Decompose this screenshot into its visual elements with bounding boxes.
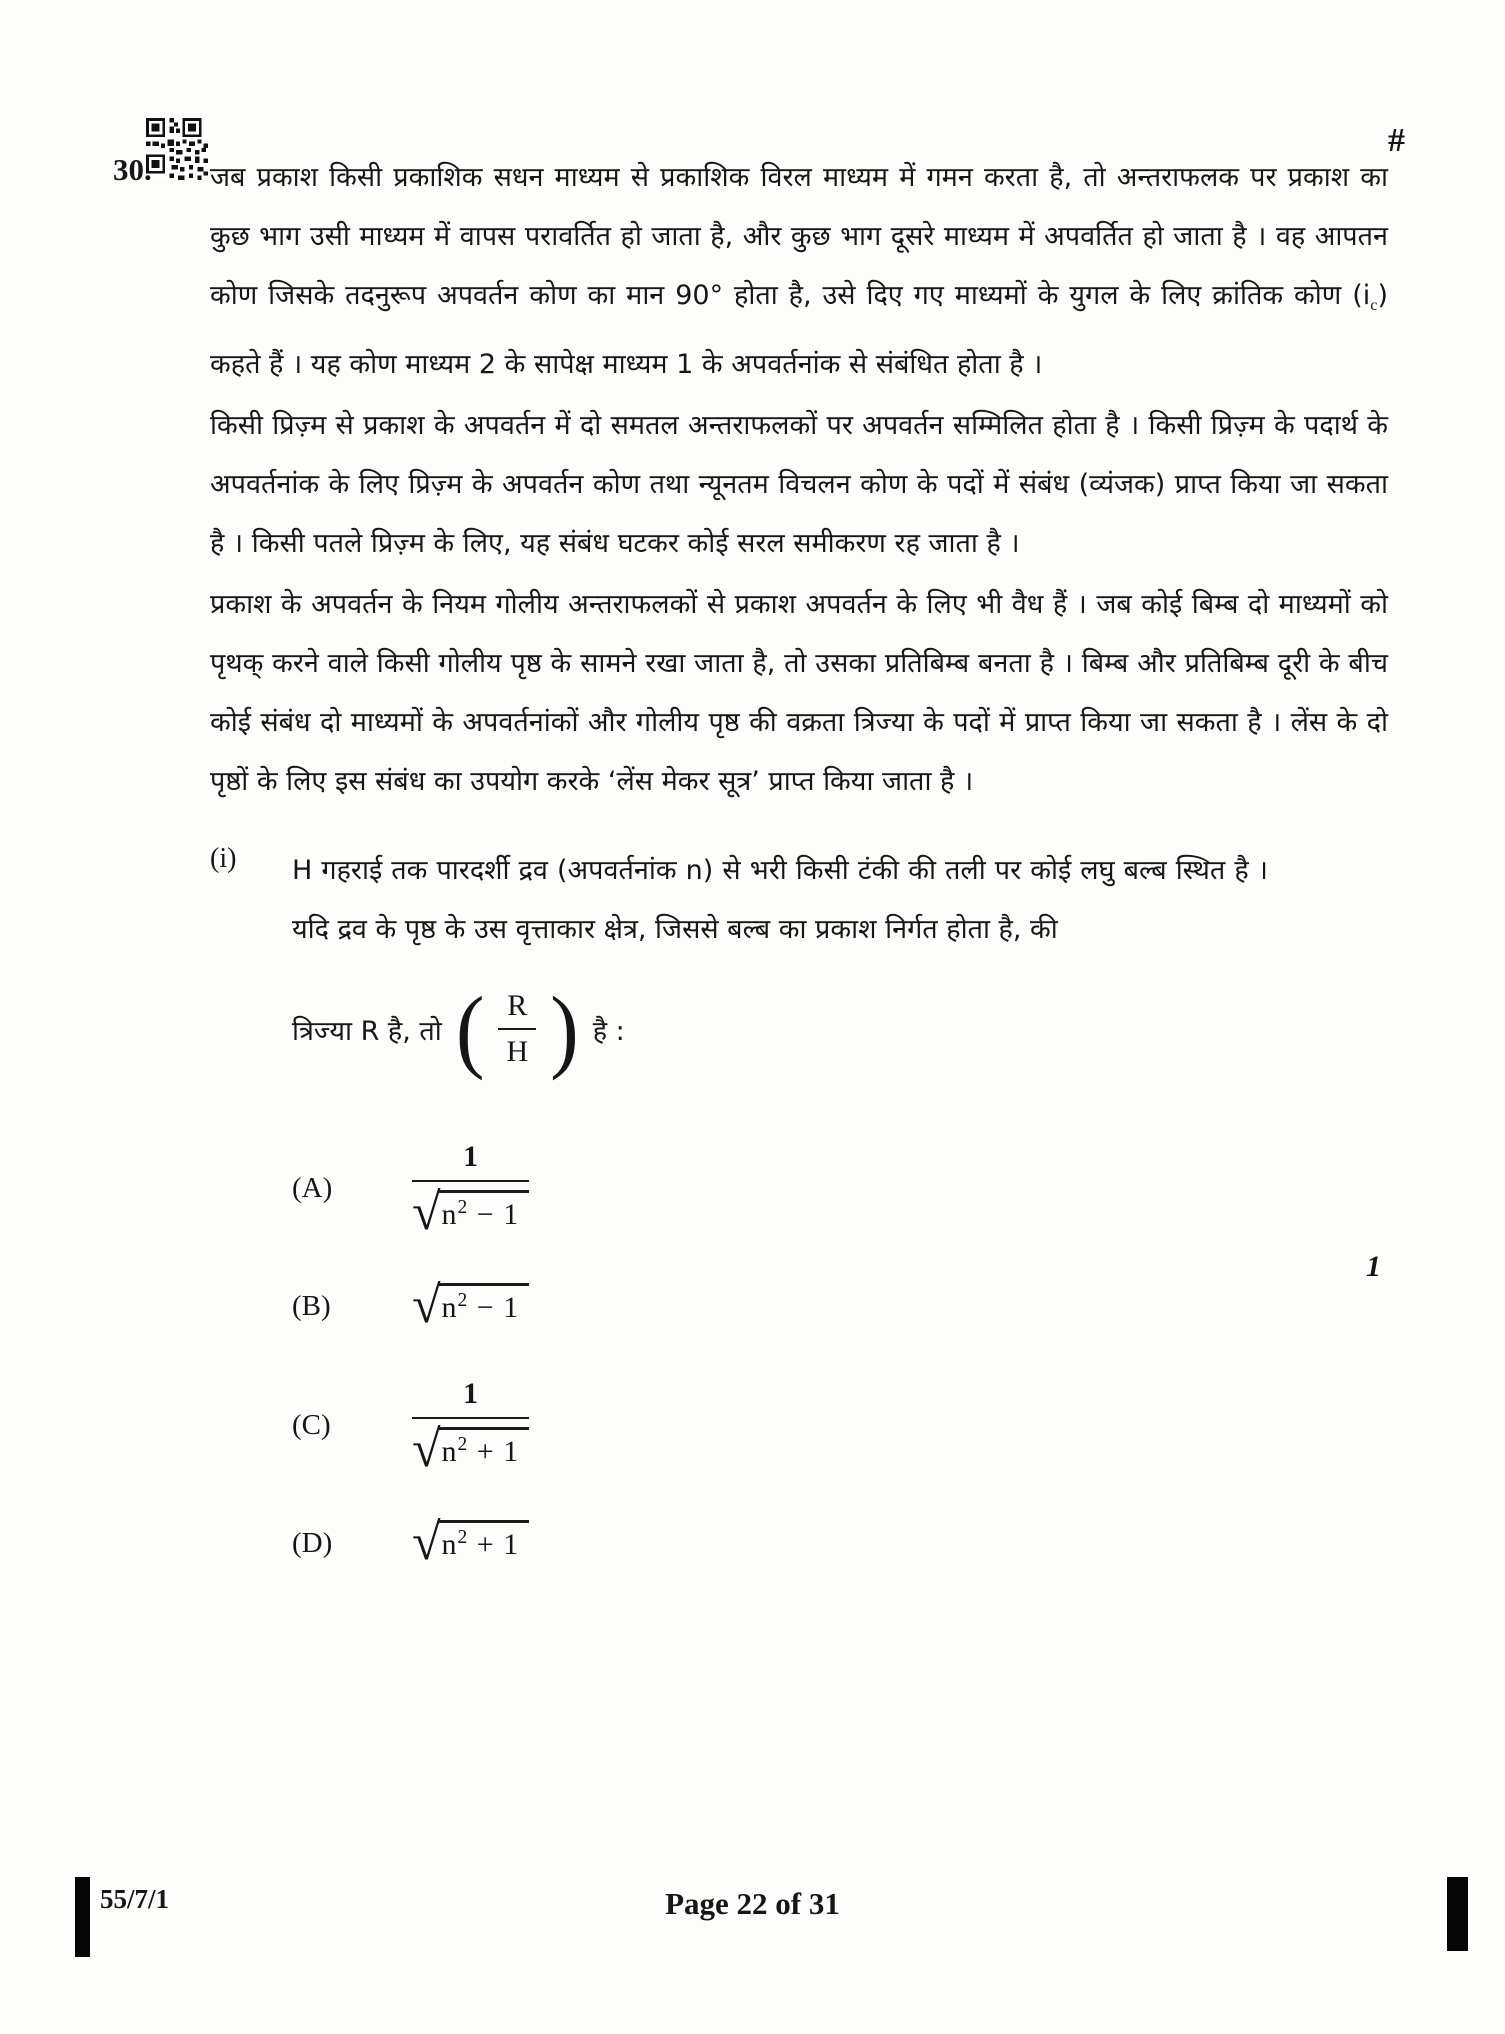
option-a-label: (A) (292, 1171, 333, 1204)
option-c (292, 1360, 1268, 1490)
formula-line-post: है : (592, 1015, 625, 1047)
fraction-denominator: H (498, 1028, 536, 1070)
option-c-formula (412, 1376, 529, 1478)
question-paragraph-1 (210, 148, 1388, 394)
fraction-r-over-h (498, 989, 536, 1070)
square-root (412, 1420, 529, 1478)
option-a (292, 1123, 1268, 1253)
marks-badge: 1 (1366, 1250, 1381, 1283)
option-b-formula (412, 1277, 529, 1334)
fraction-numerator: R (507, 988, 528, 1022)
radicand: $n^2 - 1$ (438, 1190, 530, 1232)
hash-symbol: # (1388, 122, 1405, 159)
option-d-formula (412, 1514, 529, 1571)
radicand: $n^2 + 1$ (438, 1427, 530, 1469)
question-block (113, 148, 1388, 1597)
radical-sign: √ (412, 1183, 441, 1241)
question-paragraph-2: किसी प्रिज़्म से प्रकाश के अपवर्तन में दो समतल अन्तराफलकों पर अपवर्तन सम्मिलित होता है । किसी प्रिज़्म के पदार्थ के अपवर्तनांक के लिए प्रिज़्म के अपवर्तन कोण तथा न्यूनतम विचलन कोण के पदों में संबंध (व्यंजक) प्राप्त किया जा सकता है । किसी पतले प्रिज़्म के लिए, यह संबंध घटकर कोई सरल समीकरण रह जाता है । (210, 410, 1388, 559)
option-b-label: (B) (292, 1290, 331, 1322)
close-paren: ) (550, 977, 579, 1081)
numerator: 1 (463, 1376, 479, 1410)
sub-question-label: (i) (210, 843, 237, 874)
question-number: 30. (113, 152, 152, 187)
option-d (292, 1514, 1268, 1571)
sub-question-i (210, 841, 1388, 1597)
option-d-label: (D) (292, 1527, 333, 1559)
numerator: 1 (463, 1139, 479, 1173)
formula-line-pre: त्रिज्या R है, तो (292, 1015, 442, 1047)
paragraph-text: ) कहते हैं । यह कोण माध्यम 2 के सापेक्ष माध्यम 1 के अपवर्तनांक से संबंधित होता है । (210, 280, 1388, 380)
footer-page-number: Page 22 of 31 (665, 1886, 840, 1921)
square-root (412, 1183, 529, 1241)
sub-question-text: H गहराई तक पारदर्शी द्रव (अपवर्तनांक n) से भरी किसी टंकी की तली पर कोई लघु बल्ब स्थित है । यदि द्रव के पृष्ठ के उस वृत्ताकार क्षेत्र, जिससे बल्ब का प्रकाश निर्गत होता है, की (292, 855, 1268, 945)
sub-question-formula-line (292, 969, 1268, 1089)
footer-bar-right (1447, 1877, 1468, 1951)
option-a-formula (412, 1139, 529, 1241)
options-list (292, 1123, 1268, 1571)
square-root (412, 1277, 529, 1334)
radical-sign: √ (412, 1277, 441, 1334)
option-b (292, 1277, 1268, 1334)
open-paren: ( (455, 977, 485, 1081)
footer-paper-code: 55/7/1 (100, 1884, 170, 1914)
square-root (412, 1514, 529, 1571)
paragraph-text: जब प्रकाश किसी प्रकाशिक सधन माध्यम से प्रकाशिक विरल माध्यम में गमन करता है, तो अन्तराफलक पर प्रकाश का कुछ भाग उसी माध्यम में वापस परावर्तित हो जाता है, और कुछ भाग दूसरे माध्यम में अपवर्तित हो जाता है । वह आपतन कोण जिसके तदनुरूप अपवर्तन कोण का मान 90° होता है, उसे दिए गए माध्यमों के युगल के लिए क्रांतिक कोण (i (210, 162, 1388, 311)
option-c-label: (C) (292, 1408, 331, 1441)
question-paragraph-3: प्रकाश के अपवर्तन के नियम गोलीय अन्तराफलकों से प्रकाश अपवर्तन के लिए भी वैध हैं । जब कोई बिम्ब दो माध्यमों को पृथक् करने वाले किसी गोलीय पृष्ठ के सामने रखा जाता है, तो उसका प्रतिबिम्ब बनता है । बिम्ब और प्रतिबिम्ब दूरी के बीच कोई संबंध दो माध्यमों के अपवर्तनांकों और गोलीय पृष्ठ की वक्रता त्रिज्या के पदों में प्राप्त किया जा सकता है । लेंस के दो पृष्ठों के लिए इस संबंध का उपयोग करके ‘लेंस मेकर सूत्र’ प्राप्त किया जाता है । (210, 589, 1388, 797)
radical-sign: √ (412, 1420, 441, 1478)
radicand: $n^2 + 1$ (438, 1520, 530, 1562)
radicand: $n^2 - 1$ (438, 1283, 530, 1325)
radical-sign: √ (412, 1514, 441, 1571)
subscript-c: c (1370, 296, 1378, 314)
